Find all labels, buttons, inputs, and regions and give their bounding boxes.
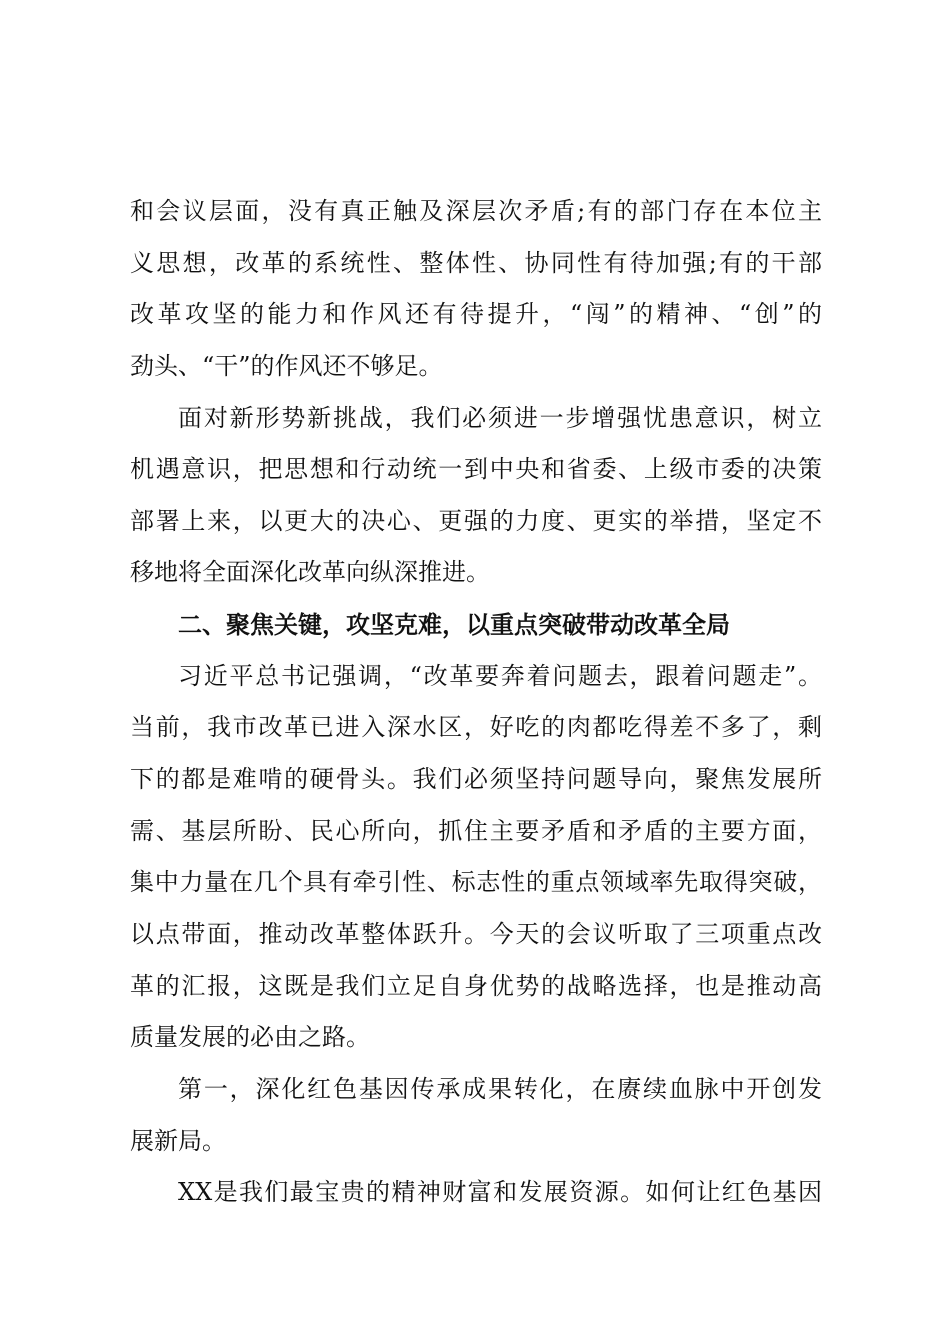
paragraph <box>130 1167 822 1219</box>
text-line: 下的都是难啃的硬骨头。我们必须坚持问题导向，聚焦发展所 <box>130 765 822 794</box>
text-line: 义思想，改革的系统性、整体性、协同性有待加强;有的干部 <box>130 248 822 277</box>
text-line: 质量发展的必由之路。 <box>130 1023 370 1052</box>
text-line: 展新局。 <box>130 1126 226 1155</box>
text-line: 改革攻坚的能力和作风还有待提升，“闯”的精神、“创”的 <box>130 300 822 329</box>
text-line: 革的汇报，这既是我们立足自身优势的战略选择，也是推动高 <box>130 971 822 1000</box>
text-line: 需、基层所盼、民心所向，抓住主要矛盾和矛盾的主要方面， <box>130 816 822 845</box>
text-line: 面对新形势新挑战，我们必须进一步增强忧患意识，树立 <box>178 403 822 432</box>
text-line: 劲头、“干”的作风还不够足。 <box>130 351 443 380</box>
paragraph <box>130 393 822 600</box>
text-line: 第一，深化红色基因传承成果转化，在赓续血脉中开创发 <box>178 1074 822 1103</box>
text-line: 以点带面，推动改革整体跃升。今天的会议听取了三项重点改 <box>130 919 822 948</box>
document-page <box>130 186 822 1219</box>
section-heading: 二、聚焦关键，攻坚克难，以重点突破带动改革全局 <box>178 610 730 640</box>
text-line: 当前，我市改革已进入深水区，好吃的肉都吃得差不多了，剩 <box>130 713 822 742</box>
text-line: 习近平总书记强调，“改革要奔着问题去，跟着问题走”。 <box>178 661 822 690</box>
text-line: 和会议层面，没有真正触及深层次矛盾;有的部门存在本位主 <box>130 197 822 225</box>
text-line: 集中力量在几个具有牵引性、标志性的重点领域率先取得突破， <box>130 868 822 897</box>
paragraph <box>130 186 822 393</box>
text-line: XX是我们最宝贵的精神财富和发展资源。如何让红色基因 <box>178 1178 822 1207</box>
text-line: 机遇意识，把思想和行动统一到中央和省委、上级市委的决策 <box>130 455 822 484</box>
paragraph <box>130 1064 822 1167</box>
text-line: 移地将全面深化改革向纵深推进。 <box>130 558 490 587</box>
paragraph <box>130 651 822 1064</box>
text-line: 部署上来，以更大的决心、更强的力度、更实的举措，坚定不 <box>130 506 822 535</box>
